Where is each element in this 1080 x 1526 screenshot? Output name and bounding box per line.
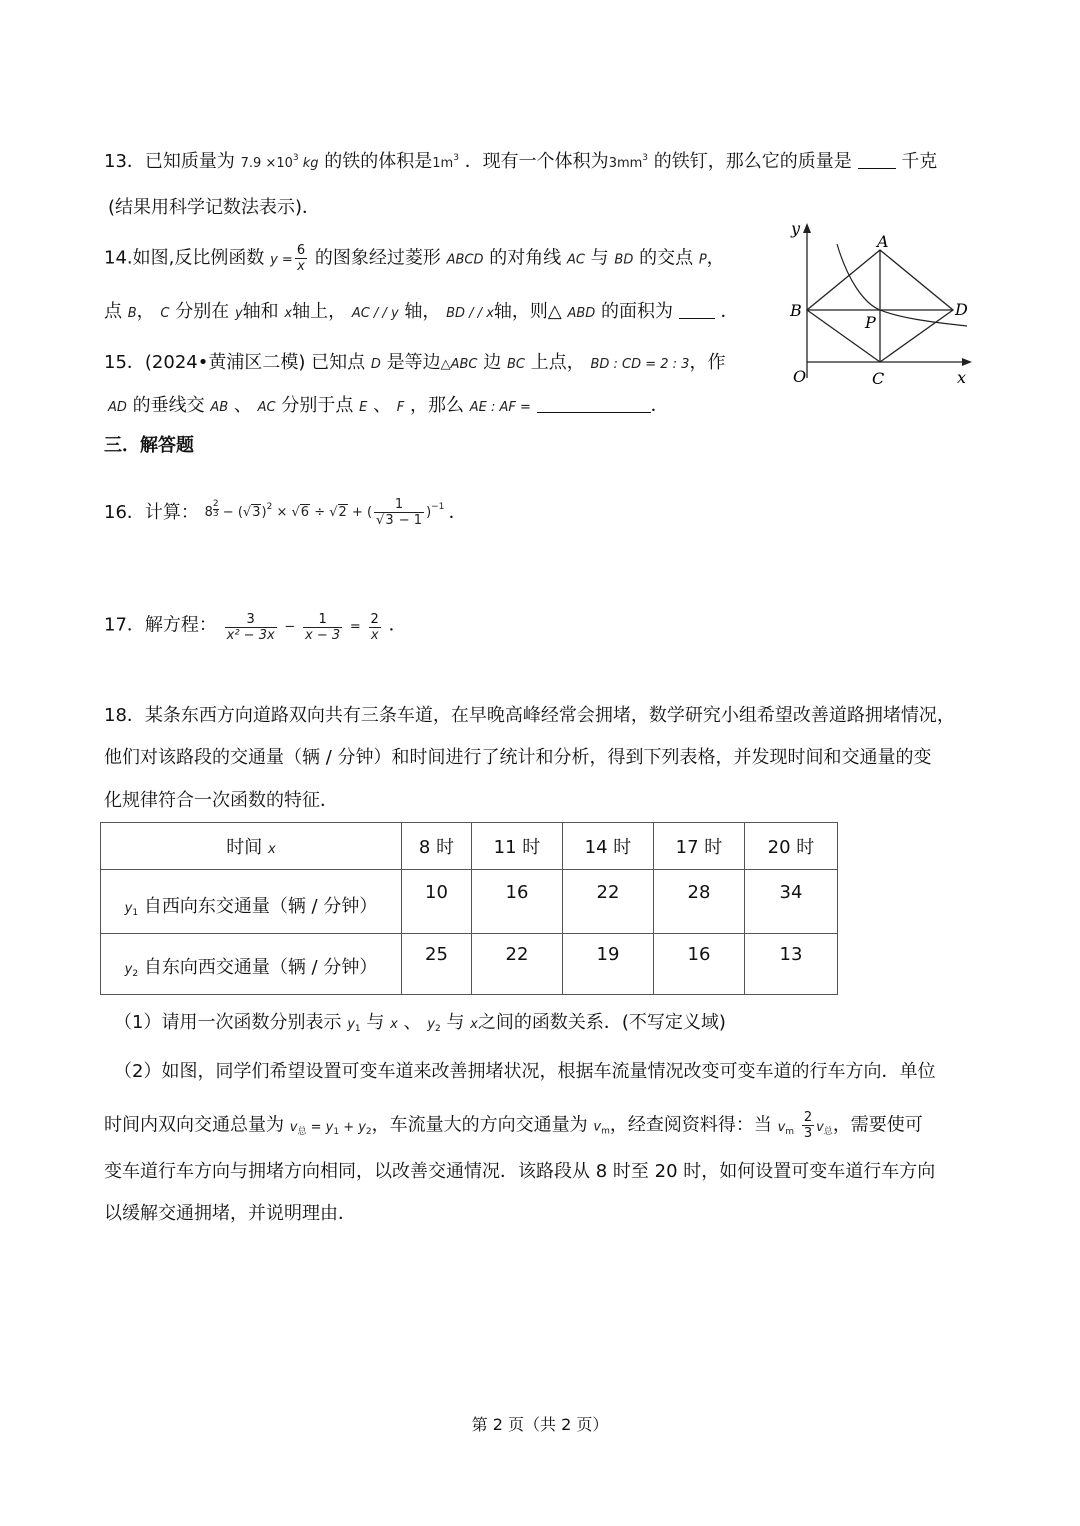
sqrt-3: 3 — [252, 505, 261, 520]
square-exp: 2 — [266, 502, 273, 512]
text: 与 — [590, 247, 609, 269]
table-header-cell: 8 时 — [402, 823, 472, 870]
math-abcd: ABCD — [446, 252, 484, 268]
math-y: y — [124, 962, 133, 977]
neg-exp: −1 — [431, 502, 445, 512]
text: 的图象经过菱形 — [314, 247, 441, 269]
text: 之间的函数关系．(不写定义域) — [477, 1012, 726, 1033]
q13-line1 — [104, 146, 937, 176]
page-footer: 第 2 页（共 2 页） — [471, 1415, 609, 1434]
math-c: C — [160, 306, 170, 321]
text: 的面积为 — [601, 301, 674, 322]
text: 已知点 — [311, 352, 366, 373]
math-mass — [240, 153, 319, 171]
traffic-table — [100, 822, 838, 995]
question-number: 14. — [104, 247, 133, 269]
table-row — [101, 870, 838, 934]
math-bd-parallel: BD / / x — [446, 306, 494, 321]
fraction-1-over-sqrt3-minus-1 — [374, 497, 424, 528]
math-bd: BD — [614, 252, 634, 268]
text: ) — [426, 505, 432, 520]
text: ，需要使可 — [832, 1114, 923, 1136]
table-header-cell: 17 时 — [654, 823, 745, 870]
fraction-2-3 — [802, 1110, 814, 1141]
text: ． — [388, 614, 407, 636]
label-y-axis: y — [791, 219, 801, 238]
table-cell: 10 — [402, 870, 472, 934]
q14-line2 — [104, 300, 739, 326]
denominator: x — [370, 628, 379, 643]
text: ，经查阅资料得：当 — [609, 1114, 772, 1136]
text: 的垂线交 — [132, 395, 205, 416]
math-vol — [432, 153, 459, 171]
math-ac: AC — [566, 252, 585, 268]
denominator: x − 3 — [305, 628, 341, 643]
math-vm-cond — [778, 1120, 794, 1135]
text: 自西向东交通量（辆 / 分钟） — [143, 895, 378, 917]
equals-y: = y — [310, 1119, 334, 1135]
label-c: C — [872, 369, 885, 388]
math-abd: ABD — [567, 306, 596, 321]
math-v-total — [290, 1120, 372, 1135]
y-axis-arrow — [803, 223, 811, 233]
math-y: y — [124, 900, 133, 916]
rhombus-figure — [785, 218, 975, 390]
math-y: y — [234, 306, 243, 321]
minus-1: − 1 — [398, 513, 423, 528]
text: ．现有一个体积为 — [464, 151, 609, 172]
table-cell: 34 — [745, 870, 838, 934]
subscript: 2 — [132, 969, 139, 979]
text: 如图,反比例函数 — [132, 247, 265, 269]
table-cell: 16 — [472, 870, 563, 934]
table-cell: 28 — [654, 870, 745, 934]
subscript: m — [601, 1126, 610, 1137]
text: 的铁的体积是 — [324, 151, 433, 172]
text: 、 — [373, 395, 392, 416]
subscript: 总 — [297, 1126, 307, 1137]
subscript: 1 — [354, 1024, 361, 1034]
text: 的交点 — [639, 247, 694, 269]
plus-y: + y — [343, 1119, 366, 1135]
text: 点 — [104, 301, 122, 322]
math-d: D — [370, 357, 381, 372]
q18-part2-line3: 变车道行车方向与拥堵方向相同，以改善交通情况．该路段从 8 时至 20 时，如何设置可变车道行车方向 — [104, 1161, 936, 1182]
mass-exp: 3 — [292, 153, 299, 163]
math-x: x — [284, 306, 293, 321]
table-header-cell: 20 时 — [745, 823, 838, 870]
x-axis-arrow — [962, 358, 972, 366]
table-header-cell: 14 时 — [563, 823, 654, 870]
math-bc: BC — [506, 357, 525, 372]
question-number: 15． — [104, 352, 145, 373]
subscript: m — [785, 1126, 795, 1137]
sqrt-2: 2 — [338, 505, 347, 520]
numerator: 3 — [246, 612, 255, 627]
vol-base: 1m — [432, 156, 454, 171]
answer-blank[interactable] — [679, 300, 715, 319]
text: 轴， — [404, 301, 441, 322]
text: 解方程： — [144, 614, 217, 636]
denominator: 3 — [803, 1126, 813, 1141]
text: 轴上， — [292, 301, 347, 322]
text: − ( — [222, 505, 243, 520]
q18-line2: 他们对该路段的交通量（辆 / 分钟）和时间进行了统计和分析，得到下列表格，并发现时间和交通量的变 — [104, 747, 932, 768]
question-number: 13． — [104, 151, 145, 172]
var-v: v — [777, 1119, 786, 1135]
text: 分别于点 — [281, 395, 354, 416]
label-a: A — [877, 232, 889, 251]
table-cell: 16 — [654, 934, 745, 995]
q15-line1 — [104, 351, 725, 377]
nail-exp: 3 — [642, 153, 649, 163]
fraction-1 — [303, 612, 342, 643]
text: × — [276, 505, 288, 520]
q18-line1: 18．某条东西方向道路双向共有三条车道，在早晚高峰经常会拥堵，数学研究小组希望改善道路拥堵情况， — [104, 705, 955, 726]
text: 的铁钉，那么它的质量是 — [653, 151, 852, 172]
math-ratio2: AE : AF = — [469, 400, 531, 415]
text: ，车流量大的方向交通量为 — [371, 1114, 588, 1136]
fraction-3 — [225, 612, 277, 643]
text: ，那么 — [410, 395, 465, 416]
math-p: P — [698, 252, 707, 268]
numerator: 1 — [318, 612, 327, 627]
numerator: 1 — [394, 497, 404, 512]
mass-unit: kg — [302, 156, 319, 171]
q15-line2 — [108, 394, 669, 420]
q13-line2: (结果用科学记数法表示)． — [108, 197, 321, 218]
text: ， — [706, 247, 725, 269]
var-v: v — [816, 1119, 824, 1135]
exp-num: 2 — [212, 499, 219, 509]
label-origin: O — [793, 367, 807, 386]
row-label — [101, 870, 402, 934]
label-p: P — [865, 313, 876, 332]
vol-exp: 3 — [453, 153, 459, 163]
answer-blank[interactable] — [858, 150, 896, 169]
math-b: B — [127, 306, 137, 321]
text: 千克 — [901, 151, 938, 172]
denominator: x² − 3x — [226, 628, 275, 643]
math-f: F — [396, 400, 405, 415]
table-cell: 13 — [745, 934, 838, 995]
text: 时间 — [226, 837, 263, 858]
question-number: 16． — [104, 502, 145, 523]
q18-part1 — [114, 1011, 726, 1041]
math-vm: v — [593, 1119, 602, 1135]
exponent-fraction — [213, 500, 219, 519]
table-row — [101, 934, 838, 995]
question-source: (2024•黄浦区二模) — [144, 352, 306, 373]
math-ad: AD — [108, 400, 127, 415]
math-ac-parallel: AC / / y — [351, 306, 399, 321]
text: 轴和 — [242, 301, 279, 322]
exp-den: 3 — [212, 509, 219, 519]
q16-line — [104, 497, 467, 530]
subscript: 2 — [365, 1126, 372, 1137]
text: 的对角线 — [489, 247, 562, 269]
numerator: 6 — [296, 243, 306, 258]
text: 是等边 — [386, 352, 441, 373]
text: 与 — [366, 1012, 385, 1033]
q14-line1 — [104, 243, 725, 274]
base-8: 8 — [204, 505, 213, 520]
text: （1）请用一次函数分别表示 — [114, 1012, 342, 1033]
text: ． — [448, 502, 467, 523]
math-y-eq: y = — [270, 252, 293, 268]
text: ，作 — [689, 352, 726, 373]
text: 已知质量为 — [144, 151, 235, 172]
math-x: x — [268, 842, 276, 857]
section-title: 三．解答题 — [104, 435, 194, 456]
table-header-label — [101, 823, 402, 870]
text: 与 — [446, 1012, 465, 1033]
text: ． — [650, 395, 669, 416]
text: ÷ — [314, 505, 326, 520]
text: ) — [261, 505, 267, 520]
table-cell: 25 — [402, 934, 472, 995]
math-triangle: △ABC — [440, 357, 478, 372]
var-v: v — [289, 1119, 298, 1135]
mass-base: 7.9 ×10 — [240, 156, 293, 171]
math-y2: y — [427, 1017, 435, 1032]
label-x-axis: x — [957, 368, 967, 387]
subscript: 2 — [434, 1024, 441, 1034]
fraction-2 — [369, 612, 381, 643]
q18-part2-line2 — [104, 1110, 923, 1144]
subscript: 1 — [132, 907, 139, 918]
table-header-row — [101, 823, 838, 870]
text: ． — [720, 301, 739, 322]
math-ratio: BD : CD = 2 : 3 — [590, 357, 690, 372]
numerator: 2 — [803, 1110, 813, 1125]
answer-blank[interactable] — [537, 394, 651, 413]
row-label — [101, 934, 402, 995]
math-ab: AB — [210, 400, 229, 415]
label-d: D — [955, 300, 968, 319]
table-cell: 22 — [563, 870, 654, 934]
math-e: E — [359, 400, 368, 415]
subscript: 1 — [333, 1126, 340, 1137]
text: 时间内双向交通总量为 — [104, 1114, 284, 1136]
text: 、 — [233, 395, 252, 416]
subscript: 总 — [823, 1126, 833, 1137]
text: ， — [136, 301, 155, 322]
math-nail — [608, 153, 649, 171]
text: 分别在 — [175, 301, 230, 322]
numerator: 2 — [370, 612, 379, 627]
label-b: B — [790, 301, 802, 320]
q18-line3: 化规律符合一次函数的特征． — [104, 790, 338, 811]
text: 轴，则△ — [493, 301, 562, 322]
table-header-cell: 11 时 — [472, 823, 563, 870]
text: + ( — [351, 505, 373, 520]
math-x: x — [470, 1017, 478, 1032]
text: 自东向西交通量（辆 / 分钟） — [143, 957, 378, 978]
text: = — [349, 619, 361, 635]
table-cell: 22 — [472, 934, 563, 995]
denominator: x — [297, 259, 305, 274]
math-x: x — [390, 1017, 398, 1032]
sqrt-3: 3 — [385, 513, 394, 528]
math-v-total2 — [816, 1120, 833, 1135]
nail-base: 3mm — [608, 156, 643, 171]
text: 上点， — [530, 352, 585, 373]
math-ac: AC — [257, 400, 276, 415]
text: 计算： — [144, 502, 199, 523]
question-number: 17． — [104, 614, 145, 636]
fraction-6-over-x — [295, 243, 307, 274]
sqrt-6: 6 — [300, 505, 310, 520]
q18-part2-line4: 以缓解交通拥堵，并说明理由． — [104, 1203, 356, 1224]
q17-line — [104, 610, 407, 641]
text: − — [284, 619, 296, 635]
text: 边 — [483, 352, 502, 373]
table-cell: 19 — [563, 934, 654, 995]
q18-part2-line1: （2）如图，同学们希望设置可变车道来改善拥堵状况，根据车流量情况改变可变车道的行车方向．单位 — [114, 1061, 936, 1082]
math-expression: 8 $\frac{2}{3}$ − $(√3)^2 \times √6 \div √2$ + ( $\frac{1}{√3 - 1}$ )$^{-1}$ — [204, 497, 445, 528]
denominator: √3 − 1 — [376, 513, 423, 528]
math-y1: y — [347, 1017, 355, 1032]
text: 、 — [403, 1012, 422, 1033]
